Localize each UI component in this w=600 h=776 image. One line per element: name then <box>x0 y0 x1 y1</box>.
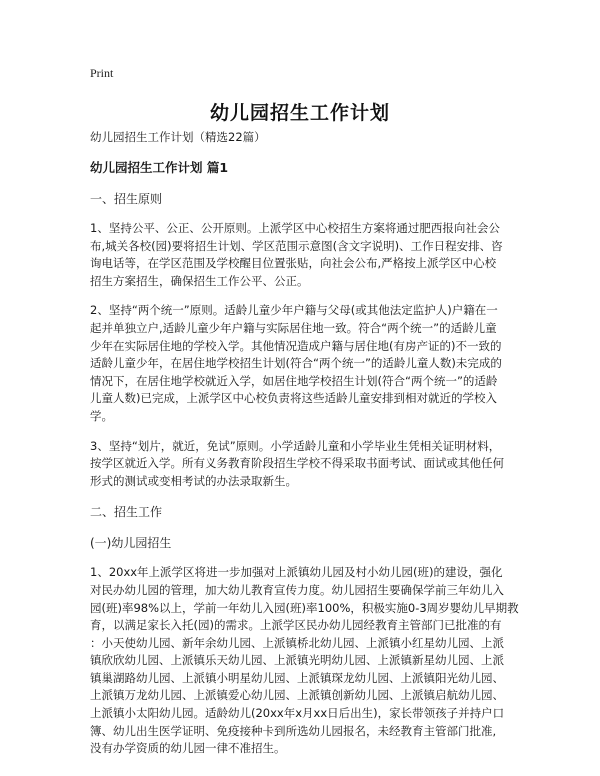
print-label[interactable]: Print <box>90 66 114 80</box>
paragraph-line: 3、坚持“划片，就近，免试”原则。小学适龄儿童和小学毕业生凭相关证明材料， <box>90 438 501 453</box>
paragraph-line: 1、20xx年上派学区将进一步加强对上派镇幼儿园及村小幼儿园(班)的建设，强化 <box>90 565 503 580</box>
paragraph-line: 上派镇万龙幼儿园、上派镇爱心幼儿园、上派镇创新幼儿园、上派镇启航幼儿园、 <box>90 688 504 703</box>
subsection-heading-kindergarten: (一)幼儿园招生 <box>90 536 172 551</box>
paragraph-line: ：小天使幼儿园、新年余幼儿园、上派镇桥北幼儿园、上派镇小红星幼儿园、上派 <box>90 635 504 650</box>
section-heading-work: 二、招生工作 <box>90 505 163 520</box>
paragraph-principle-2 <box>90 302 520 425</box>
heading-article-1: 幼儿园招生工作计划 篇1 <box>90 160 229 175</box>
paragraph-line: 上派镇小太阳幼儿园。适龄幼儿(20xx年x月xx日后出生)，家长带领孩子并持户口 <box>90 706 505 721</box>
document-body <box>90 128 520 770</box>
paragraph-line: 没有办学资质的幼儿园一律不准招生。 <box>90 741 286 756</box>
document-subtitle: 幼儿园招生工作计划（精选22篇） <box>90 130 266 144</box>
paragraph-line: 招生方案招生，确保招生工作公平、公正。 <box>90 273 309 288</box>
paragraph-line: 起并单独立户,适龄儿童少年户籍与实际居住地一致。符合“两个统一”的适龄儿童 <box>90 320 497 335</box>
paragraph-line: 情况下，在居住地学校就近入学，如居住地学校招生计划(符合“两个统一”的适龄 <box>90 373 498 388</box>
paragraph-line: 少年在实际居住地的学校入学。其他情况造成户籍与居住地(有房产证的)不一致的 <box>90 338 502 353</box>
section-heading-principles: 一、招生原则 <box>90 192 163 206</box>
paragraph-line: 2、坚持“两个统一”原则。适龄儿童少年户籍与父母(或其他法定监护人)户籍在一 <box>90 303 498 318</box>
document-title: 幼儿园招生工作计划 <box>209 102 390 124</box>
paragraph-line: 镇巢湖路幼儿园、上派镇小明星幼儿园、上派镇琛龙幼儿园、上派镇阳光幼儿园、 <box>90 670 504 685</box>
paragraph-line: 镇欣欣幼儿园、上派镇乐天幼儿园、上派镇光明幼儿园、上派镇新星幼儿园、上派 <box>90 653 504 668</box>
paragraph-line: 按学区就近入学。所有义务教育阶段招生学校不得采取书面考试、面试或其他任何 <box>90 456 504 471</box>
paragraph-kindergarten-1 <box>90 564 520 758</box>
paragraph-line: 对民办幼儿园的管理，加大幼儿教育宣传力度。幼儿园招生要确保学前三年幼儿入 <box>90 582 504 597</box>
paragraph-line: 询电话等，在学区范围及学校醒目位置张贴，向社会公布,严格按上派学区中心校 <box>90 256 497 271</box>
paragraph-line: 学。 <box>90 408 113 423</box>
paragraph-line: 形式的测试或变相考试的办法录取新生。 <box>90 473 297 488</box>
paragraph-line: 儿童人数)已完成，上派学区中心校负责将这些适龄儿童安排到相对就近的学校入 <box>90 391 497 406</box>
paragraph-line: 适龄儿童少年，在居住地学校招生计划(符合“两个统一”的适龄儿童人数)未完成的 <box>90 356 502 371</box>
paragraph-line: 园(班)率98%以上，学前一年幼儿入园(班)率100%，积极实施0-3周岁婴幼儿早期教 <box>90 600 519 615</box>
paragraph-line: 布,城关各校(园)要将招生计划、学区范围示意图(含文字说明)、工作日程安排、咨 <box>90 238 503 253</box>
paragraph-principle-1 <box>90 220 520 290</box>
paragraph-line: 簿、幼儿出生医学证明、免疫接种卡到所选幼儿园报名，未经教育主管部门批准, <box>90 723 497 738</box>
paragraph-line: 育，以满足家长入托(园)的需求。上派学区民办幼儿园经教育主管部门已批准的有 <box>90 618 502 633</box>
paragraph-line: 1、坚持公平、公正、公开原则。上派学区中心校招生方案将通过肥西报向社会公 <box>90 221 500 235</box>
paragraph-principle-3 <box>90 438 520 491</box>
